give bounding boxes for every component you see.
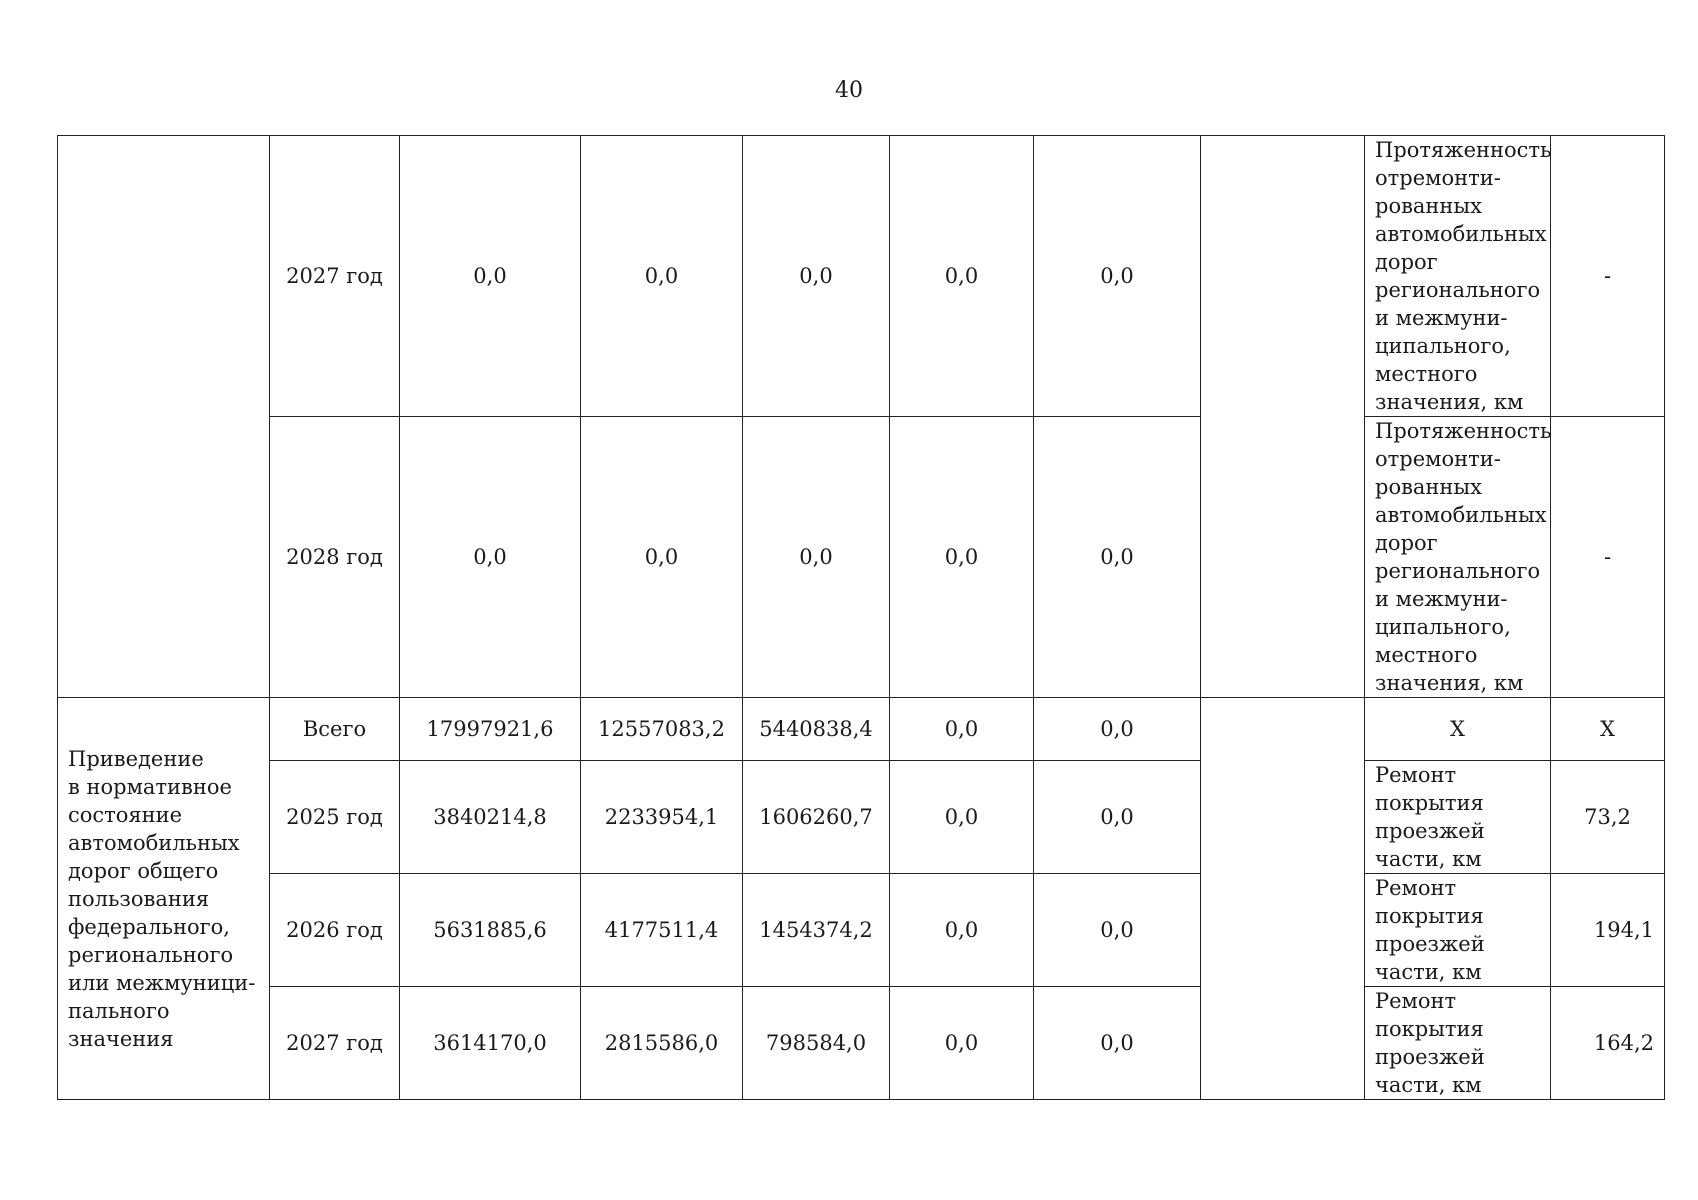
page-number: 40: [835, 78, 863, 103]
indicator-cell: Протяженность отремонти- рованных автомобильных дорог регионального и межмуни- ципального, местного значения, км: [1365, 417, 1551, 698]
indicator-cell: Ремонт покрытия проезжей части, км: [1365, 987, 1551, 1100]
value-cell: 17997921,6: [400, 698, 581, 761]
value-cell: 2233954,1: [581, 761, 743, 874]
funding-table: [57, 135, 1665, 1100]
indicator-cell: Ремонт покрытия проезжей части, км: [1365, 874, 1551, 987]
value-cell: 0,0: [400, 417, 581, 698]
indicator-cell: X: [1365, 698, 1551, 761]
value-cell: 0,0: [581, 136, 743, 417]
value-cell: 1606260,7: [743, 761, 890, 874]
value-cell: 0,0: [890, 698, 1034, 761]
value-cell: 2815586,0: [581, 987, 743, 1100]
year-cell: 2026 год: [270, 874, 400, 987]
year-cell: 2027 год: [270, 987, 400, 1100]
value-cell: 0,0: [890, 987, 1034, 1100]
value-cell: 0,0: [1034, 874, 1201, 987]
table-row: [58, 417, 1665, 698]
value-cell: 0,0: [581, 417, 743, 698]
value-cell: 4177511,4: [581, 874, 743, 987]
program-name-cell-empty: [58, 136, 270, 698]
table-row: [58, 761, 1665, 874]
value-cell: 12557083,2: [581, 698, 743, 761]
table-row: [58, 874, 1665, 987]
indicator-cell: Ремонт покрытия проезжей части, км: [1365, 761, 1551, 874]
value-cell: 0,0: [1034, 136, 1201, 417]
value-cell: 0,0: [890, 874, 1034, 987]
value-cell: 0,0: [890, 136, 1034, 417]
target-value-cell: 73,2: [1551, 761, 1665, 874]
value-cell: 5631885,6: [400, 874, 581, 987]
table-row: [58, 987, 1665, 1100]
target-value-cell: -: [1551, 417, 1665, 698]
value-cell: 798584,0: [743, 987, 890, 1100]
year-cell: 2028 год: [270, 417, 400, 698]
year-cell: 2027 год: [270, 136, 400, 417]
value-cell: 5440838,4: [743, 698, 890, 761]
table-row: [58, 136, 1665, 417]
target-value-cell: X: [1551, 698, 1665, 761]
year-cell: Всего: [270, 698, 400, 761]
indicator-cell: Протяженность отремонти- рованных автомобильных дорог регионального и межмуни- ципального, местного значения, км: [1365, 136, 1551, 417]
value-cell: 0,0: [743, 136, 890, 417]
value-cell: 0,0: [890, 417, 1034, 698]
value-cell: 3840214,8: [400, 761, 581, 874]
value-cell: 0,0: [400, 136, 581, 417]
table-row: [58, 698, 1665, 761]
value-cell: 0,0: [890, 761, 1034, 874]
target-value-cell: -: [1551, 136, 1665, 417]
value-cell: 0,0: [1034, 698, 1201, 761]
value-cell: 1454374,2: [743, 874, 890, 987]
year-cell: 2025 год: [270, 761, 400, 874]
value-cell: 0,0: [1034, 417, 1201, 698]
target-value-cell: 164,2: [1551, 987, 1665, 1100]
value-cell: 0,0: [743, 417, 890, 698]
target-value-cell: 194,1: [1551, 874, 1665, 987]
executor-cell-empty: [1201, 698, 1365, 1100]
value-cell: 3614170,0: [400, 987, 581, 1100]
executor-cell-empty: [1201, 136, 1365, 698]
value-cell: 0,0: [1034, 761, 1201, 874]
value-cell: 0,0: [1034, 987, 1201, 1100]
program-name-cell: Приведение в нормативное состояние автомобильных дорог общего пользования федерального, регионального или межмуници- пального значения: [58, 698, 270, 1100]
